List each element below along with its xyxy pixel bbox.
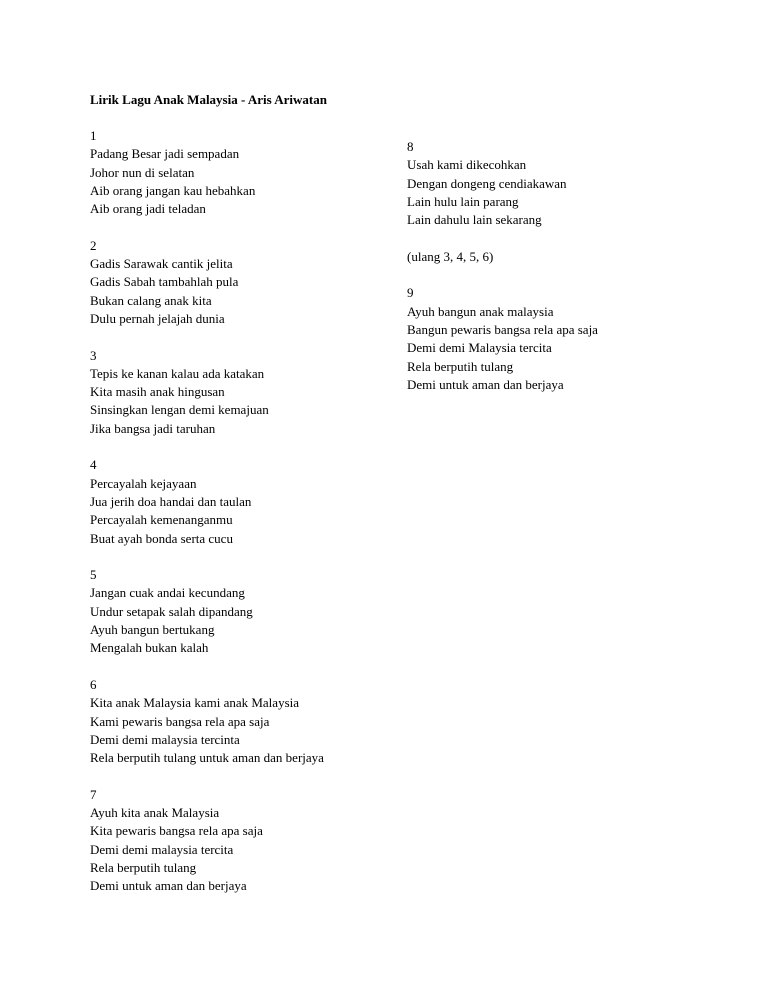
verse-number: 6 (90, 676, 97, 692)
lyric-line: Rela berputih tulang (407, 358, 514, 374)
verse-7 (90, 786, 410, 896)
lyric-line: Dulu pernah jelajah dunia (90, 310, 225, 326)
verse-4 (90, 456, 410, 547)
lyric-line: Jika bangsa jadi taruhan (90, 420, 216, 436)
repeat-note-block (407, 248, 727, 266)
verse-number: 2 (90, 237, 97, 253)
lyric-line: Gadis Sarawak cantik jelita (90, 256, 233, 272)
repeat-note: (ulang 3, 4, 5, 6) (407, 248, 494, 264)
lyric-line: Ayuh bangun anak malaysia (407, 303, 554, 319)
verse-1 (90, 127, 410, 218)
lyric-line: Buat ayah bonda serta cucu (90, 530, 233, 546)
verse-8 (407, 138, 727, 229)
verse-number: 3 (90, 347, 97, 363)
right-column (407, 138, 727, 412)
lyric-line: Jangan cuak andai kecundang (90, 585, 245, 601)
lyric-line: Kita anak Malaysia kami anak Malaysia (90, 695, 300, 711)
lyric-line: Kami pewaris bangsa rela apa saja (90, 713, 270, 729)
lyric-line: Kita pewaris bangsa rela apa saja (90, 823, 263, 839)
left-column (90, 127, 410, 914)
verse-9 (407, 284, 727, 394)
lyric-line: Padang Besar jadi sempadan (90, 146, 240, 162)
lyric-line: Johor nun di selatan (90, 164, 195, 180)
verse-number: 5 (90, 567, 97, 583)
lyric-line: Mengalah bukan kalah (90, 640, 209, 656)
lyric-line: Usah kami dikecohkan (407, 157, 527, 173)
lyric-line: Demi demi malaysia tercinta (90, 731, 240, 747)
verse-number: 7 (90, 786, 97, 802)
verse-3 (90, 347, 410, 438)
lyric-line: Demi untuk aman dan berjaya (407, 376, 564, 392)
page-title: Lirik Lagu Anak Malaysia - Aris Ariwatan (90, 92, 327, 107)
verse-number: 1 (90, 128, 97, 143)
verse-2 (90, 237, 410, 328)
lyric-line: Rela berputih tulang (90, 859, 197, 875)
lyric-line: Sinsingkan lengan demi kemajuan (90, 402, 269, 418)
lyric-line: Aib orang jadi teladan (90, 201, 206, 217)
lyric-line: Rela berputih tulang untuk aman dan berjaya (90, 750, 324, 766)
lyric-line: Demi demi malaysia tercita (90, 841, 234, 857)
verse-number: 8 (407, 139, 414, 154)
lyric-line: Demi demi Malaysia tercita (407, 340, 552, 356)
lyric-line: Tepis ke kanan kalau ada katakan (90, 365, 265, 381)
lyric-line: Undur setapak salah dipandang (90, 603, 253, 619)
lyric-line: Lain dahulu lain sekarang (407, 212, 542, 228)
lyric-line: Gadis Sabah tambahlah pula (90, 274, 239, 290)
lyric-line: Aib orang jangan kau hebahkan (90, 182, 256, 198)
lyric-line: Ayuh bangun bertukang (90, 622, 215, 638)
verse-5 (90, 566, 410, 657)
lyric-line: Ayuh kita anak Malaysia (90, 804, 220, 820)
lyric-line: Lain hulu lain parang (407, 193, 519, 209)
verse-number: 4 (90, 457, 97, 473)
lyric-line: Kita masih anak hingusan (90, 384, 225, 400)
lyric-line: Bukan calang anak kita (90, 292, 212, 308)
lyric-line: Jua jerih doa handai dan taulan (90, 493, 252, 509)
verse-6 (90, 676, 410, 767)
lyric-line: Dengan dongeng cendiakawan (407, 175, 567, 191)
lyric-line: Demi untuk aman dan berjaya (90, 878, 247, 894)
lyric-line: Percayalah kejayaan (90, 475, 197, 491)
lyric-line: Bangun pewaris bangsa rela apa saja (407, 321, 598, 337)
lyric-line: Percayalah kemenanganmu (90, 512, 233, 528)
verse-number: 9 (407, 285, 414, 301)
